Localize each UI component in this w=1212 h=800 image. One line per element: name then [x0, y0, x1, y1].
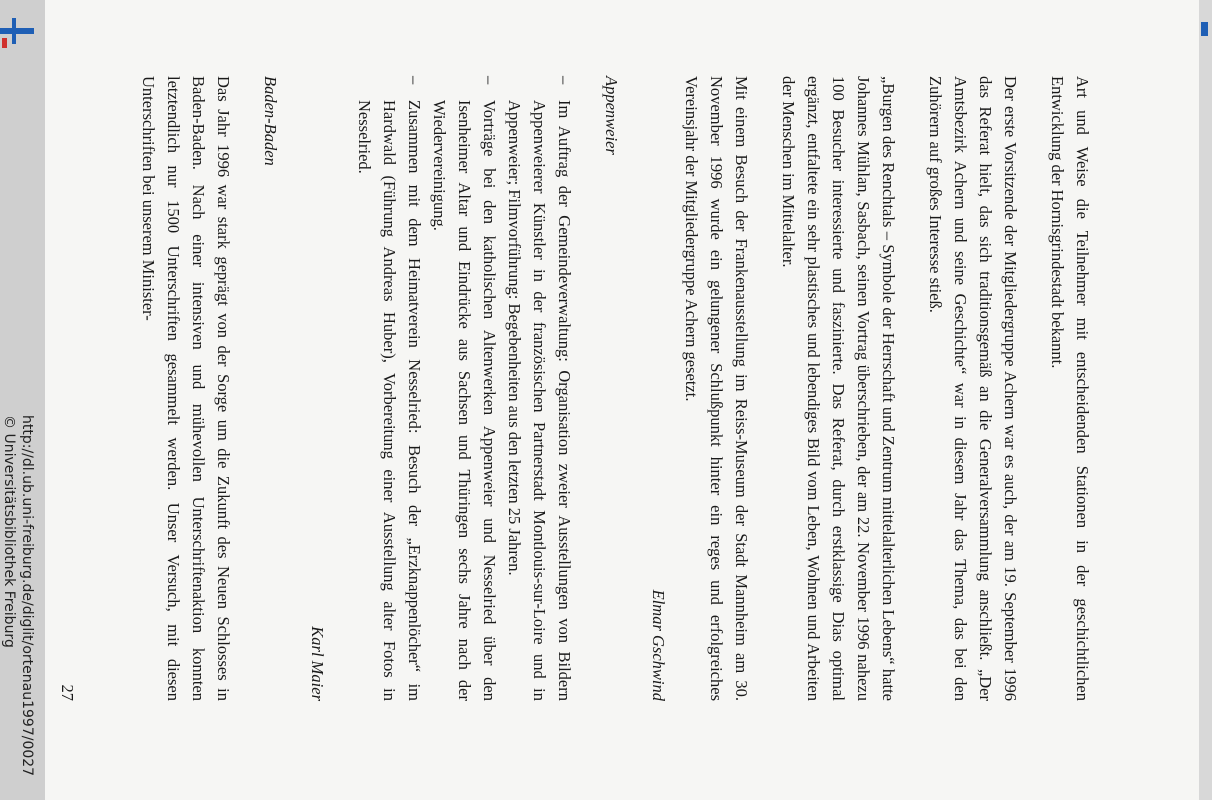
edge-caption [0, 415, 36, 776]
paragraph: Mit einem Besuch der Frankenausstellung im Reiss-Museum der Stadt Mannheim am 30. November 1996 wurde ein gelungener Schlußpunkt hinter ein reges und erfolgreiches Vereinsjahr der Mitgliedergruppe Achern gesetzt. [682, 76, 751, 701]
scan-margin-right [1199, 0, 1212, 800]
author-signature: Elmar Gschwind [649, 589, 668, 701]
section-heading: Baden-Baden [261, 76, 280, 166]
section-heading: Appenweier [602, 76, 621, 155]
list-item: – Vorträge bei den katholischen Altenwerken Appenweier und Nesselried über den Isenheimer Altar und Eindrücke aus Sachsen und Thüringen sechs Jahre nach der Wiedervereinigung. [427, 76, 502, 701]
activity-list [352, 76, 577, 701]
source-url: http://dl.ub.uni-freiburg.de/diglit/ortenau1997/0027 [19, 415, 35, 777]
page-content [35, 76, 1095, 701]
paragraph: Der erste Vorsitzende der Mitgliedergruppe Achern war es auch, der am 19. September 1996 das Referat hielt, das sich traditionsgemäß an die Generalversammlung anschließt. „Der Amtsbezirk Achern und seine Geschichte“ war in diesem Jahr das Thema, das bei den Zuhörern auf großes Interesse stieß. [926, 76, 1020, 701]
paragraph: Das Jahr 1996 war stark geprägt von der Sorge um die Zukunft des Neuen Schlosses in Baden-Baden. Nach einer intensiven und mühevollen Unterschriftenaktion konnten letztendlich nur 1500 Unterschriften gesammelt werden. Unser Versuch, mit diesen Unterschriften bei unserem Minister- [139, 76, 233, 701]
paragraph: „Burgen des Renchtals – Symbole der Herrschaft und Zentrum mittelalterlichen Lebens“ hatte Johannes Mühlan, Sasbach, seinen Vortrag überschrieben, der am 22. November 1996 nahezu 100 Besucher interessierte und faszinierte. Das Referat, durch erstklassige Dias optimal ergänzt, entfaltete ein sehr plastisches und lebendiges Bild vom Leben, Wohnen und Arbeiten der Menschen im Mittelalter. [779, 76, 898, 701]
list-item: – Zusammen mit dem Heimatverein Nesselried: Besuch der „Erzknappenlöcher“ im Hardwald (Führung Andreas Huber), Vorbereitung einer Ausstellung alter Fotos in Nesselried. [352, 76, 427, 701]
page-number: 27 [58, 684, 77, 701]
list-item: – Im Auftrag der Gemeindeverwaltung: Organisation zweier Ausstellungen von Bildern Appenweierer Künstler in der französischen Partnerstadt Montlouis-sur-Loire und in Appenweier; Filmvorführung: Begebenheiten aus den letzten 25 Jahren. [502, 76, 577, 701]
copyright-notice: © Universitätsbibliothek Freiburg [1, 415, 17, 648]
author-signature: Karl Maier [308, 626, 327, 701]
paragraph: Art und Weise die Teilnehmer mit entscheidenden Stationen in der geschichtlichen Entwicklung der Hornisgrindestadt bekannt. [1048, 76, 1092, 701]
